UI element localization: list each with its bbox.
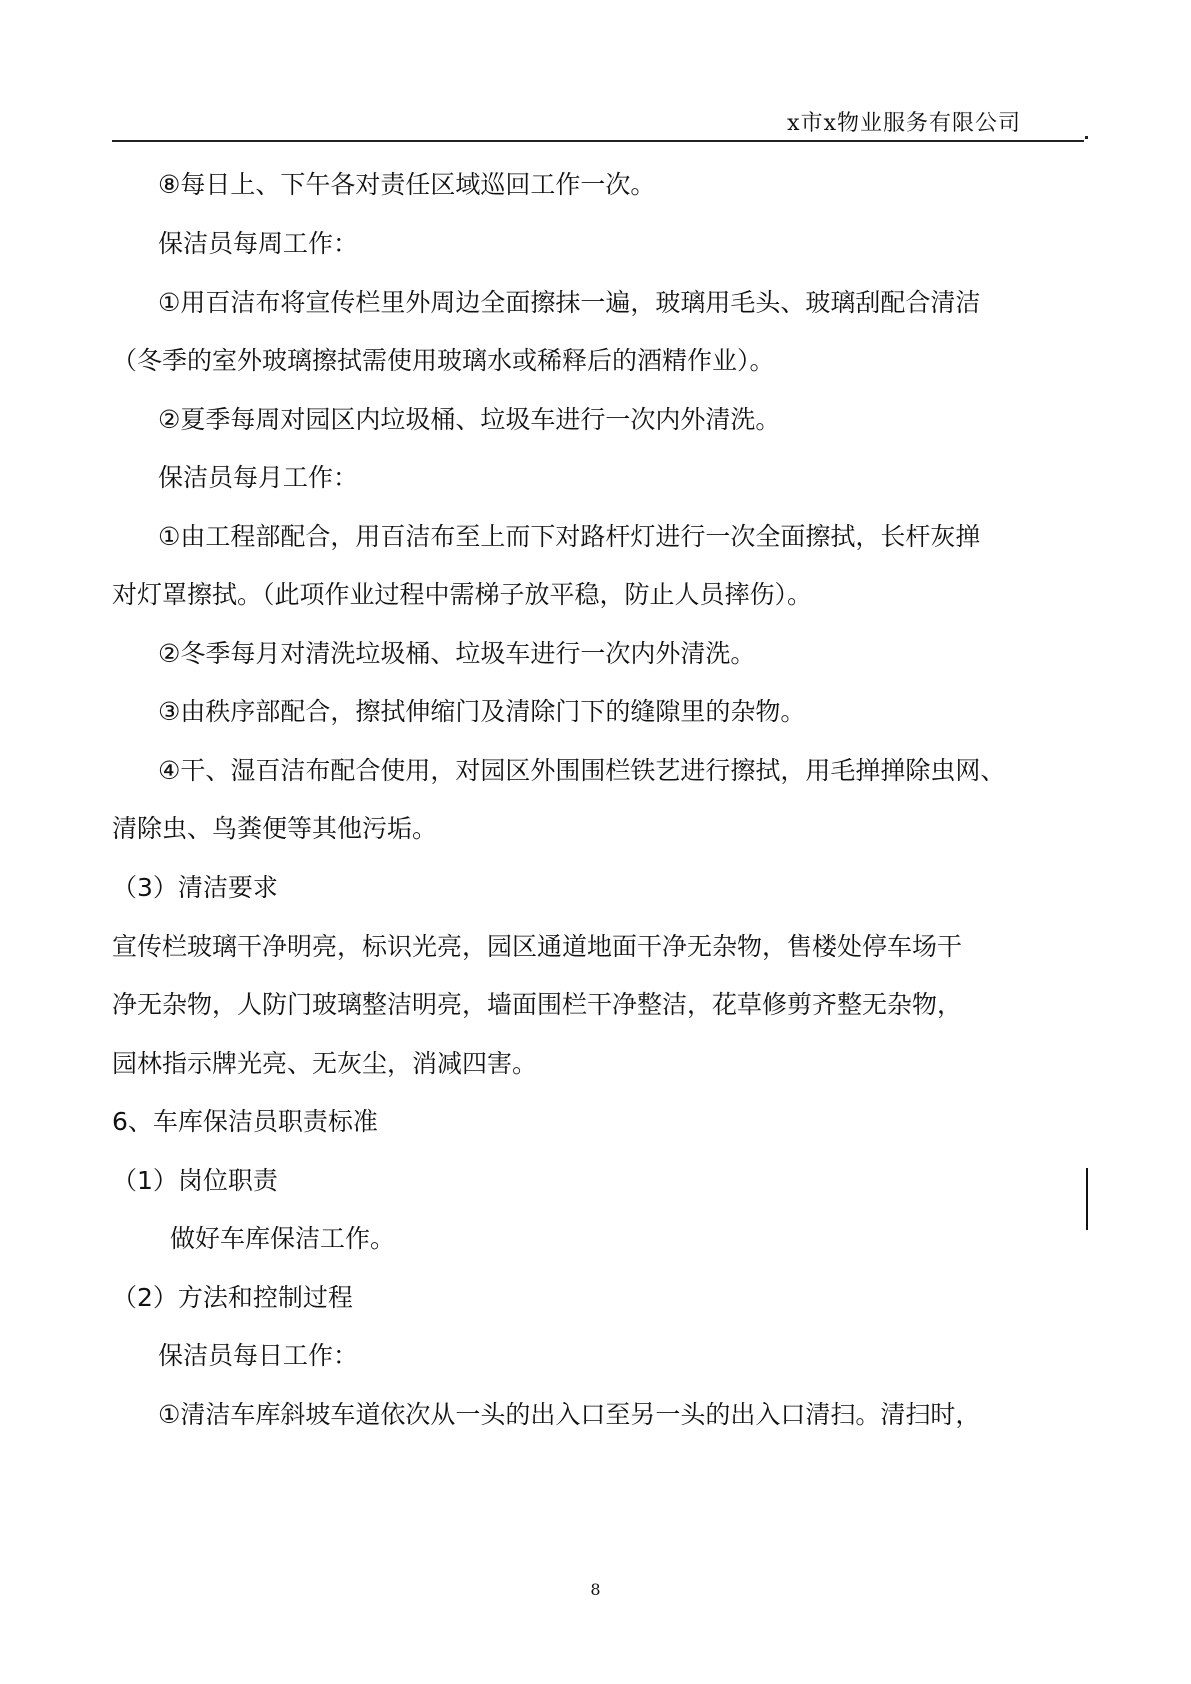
header-company-name: x市x物业服务有限公司: [787, 111, 1021, 136]
body-line: ⑧每日上、下午各对责任区域巡回工作一次。: [158, 170, 656, 199]
header-rule-end-mark: [1085, 136, 1088, 139]
body-line: 保洁员每月工作：: [158, 463, 359, 492]
body-line: ②冬季每月对清洗垃圾桶、垃圾车进行一次内外清洗。: [158, 639, 756, 668]
body-line: 净无杂物，人防门玻璃整洁明亮，墙面围栏干净整洁，花草修剪齐整无杂物，: [112, 990, 963, 1019]
body-line: ④干、湿百洁布配合使用，对园区外围围栏铁艺进行擦拭，用毛掸掸除虫网、: [158, 756, 1006, 785]
body-line: 对灯罩擦拭。（此项作业过程中需梯子放平稳，防止人员摔伤）。: [112, 580, 813, 609]
section-heading: （1）岗位职责: [112, 1166, 278, 1195]
body-line: 清除虫、鸟粪便等其他污垢。: [112, 814, 438, 843]
body-line: （冬季的室外玻璃擦拭需使用玻璃水或稀释后的酒精作业）。: [112, 346, 775, 375]
body-line: ①用百洁布将宣传栏里外周边全面擦抹一遍，玻璃用毛头、玻璃刮配合清洁: [158, 288, 981, 317]
body-line: 做好车库保洁工作。: [170, 1224, 396, 1253]
section-heading: （3）清洁要求: [112, 873, 278, 902]
body-line: 保洁员每周工作：: [158, 229, 359, 258]
change-bar: [1086, 1168, 1088, 1230]
body-line: ①清洁车库斜坡车道依次从一头的出入口至另一头的出入口清扫。清扫时，: [158, 1400, 981, 1429]
header-rule: [112, 140, 1084, 142]
body-line: 园林指示牌光亮、无灰尘，消减四害。: [112, 1049, 538, 1078]
body-line: 宣传栏玻璃干净明亮，标识光亮，园区通道地面干净无杂物，售楼处停车场干: [112, 932, 963, 961]
body-line: ①由工程部配合，用百洁布至上而下对路杆灯进行一次全面擦拭，长杆灰掸: [158, 522, 981, 551]
section-heading: （2）方法和控制过程: [112, 1283, 353, 1312]
page-number: 8: [590, 1580, 601, 1599]
body-line: ③由秩序部配合，擦拭伸缩门及清除门下的缝隙里的杂物。: [158, 697, 806, 726]
body-line: ②夏季每周对园区内垃圾桶、垃圾车进行一次内外清洗。: [158, 405, 781, 434]
section-heading: 6、车库保洁员职责标准: [112, 1107, 378, 1136]
body-line: 保洁员每日工作：: [158, 1341, 359, 1370]
